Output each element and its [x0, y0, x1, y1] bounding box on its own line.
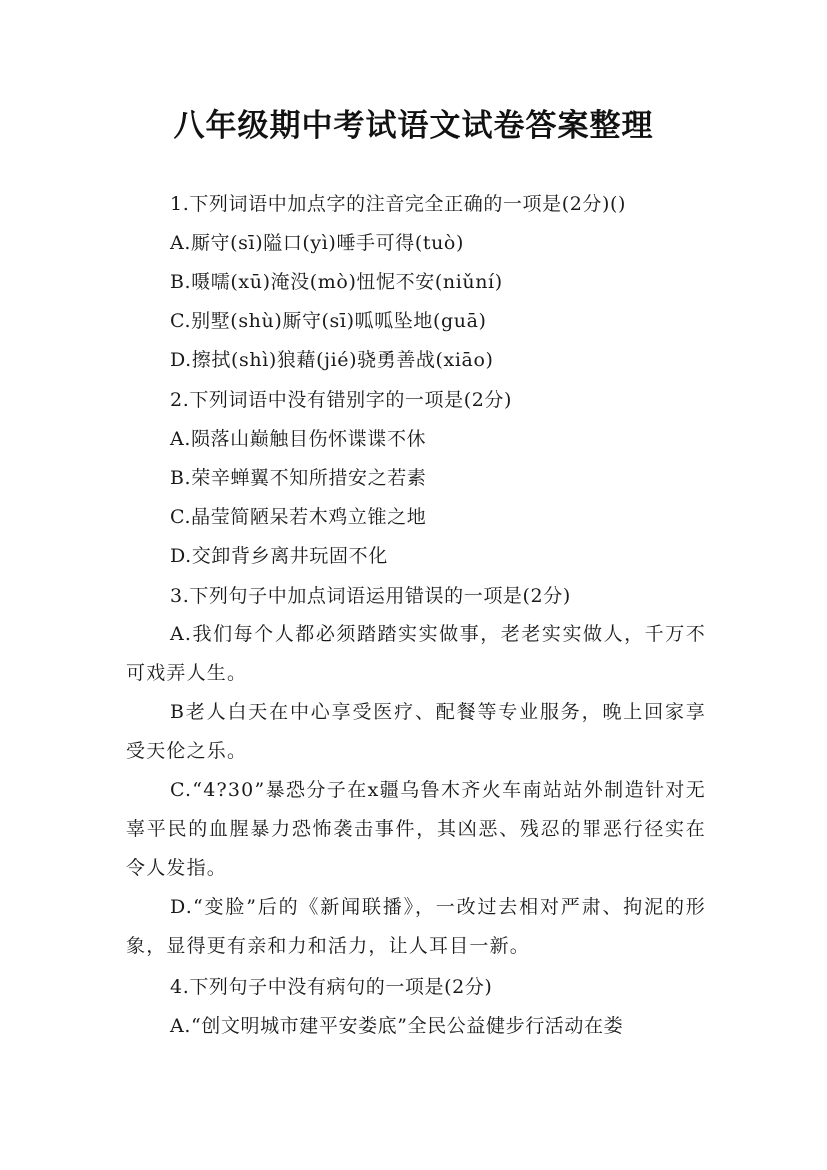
question-3-option-b: B老人白天在中心享受医疗、配餐等专业服务，晚上回家享受天伦之乐。 [126, 701, 706, 762]
question-3-stem: 3.下列句子中加点词语运用错误的一项是(2分) [170, 585, 571, 607]
question-2-option-b: B.荣辛蝉翼不知所措安之若素 [170, 467, 427, 489]
question-4-option-a: A.“创文明城市建平安娄底”全民公益健步行活动在娄 [170, 1015, 624, 1037]
document-title: 八年级期中考试语文试卷答案整理 [173, 108, 654, 144]
question-1-stem: 1.下列词语中加点字的注音完全正确的一项是(2分)() [170, 193, 627, 215]
question-3-option-d: D.“变脸”后的《新闻联播》，一改过去相对严肃、拘泥的形象，显得更有亲和力和活力，让人耳目一新。 [126, 896, 706, 957]
question-1-option-a: A.厮守(sī)隘口(yì)唾手可得(tuò) [170, 232, 464, 254]
question-1-option-d: D.擦拭(shì)狼藉(jié)骁勇善战(xiāo) [170, 349, 494, 371]
question-1-option-c: C.别墅(shù)厮守(sī)呱呱坠地(guā) [170, 310, 487, 332]
question-4-stem: 4.下列句子中没有病句的一项是(2分) [170, 976, 493, 998]
question-2-stem: 2.下列词语中没有错别字的一项是(2分) [170, 389, 513, 411]
question-3-option-a: A.我们每个人都必须踏踏实实做事，老老实实做人，千万不可戏弄人生。 [126, 623, 706, 684]
question-2-option-c: C.晶莹简陋呆若木鸡立锥之地 [170, 506, 427, 528]
question-1-option-b: B.嗫嚅(xū)淹没(mò)忸怩不安(niǔní) [170, 271, 503, 293]
question-3-option-c: C.“4?30”暴恐分子在x疆乌鲁木齐火车南站站外制造针对无辜平民的血腥暴力恐怖袭击事件，其凶恶、残忍的罪恶行径实在令人发指。 [126, 779, 706, 879]
question-2-option-d: D.交卸背乡离井玩固不化 [170, 545, 388, 567]
question-2-option-a: A.陨落山巅触目伤怀谍谍不休 [170, 428, 427, 450]
